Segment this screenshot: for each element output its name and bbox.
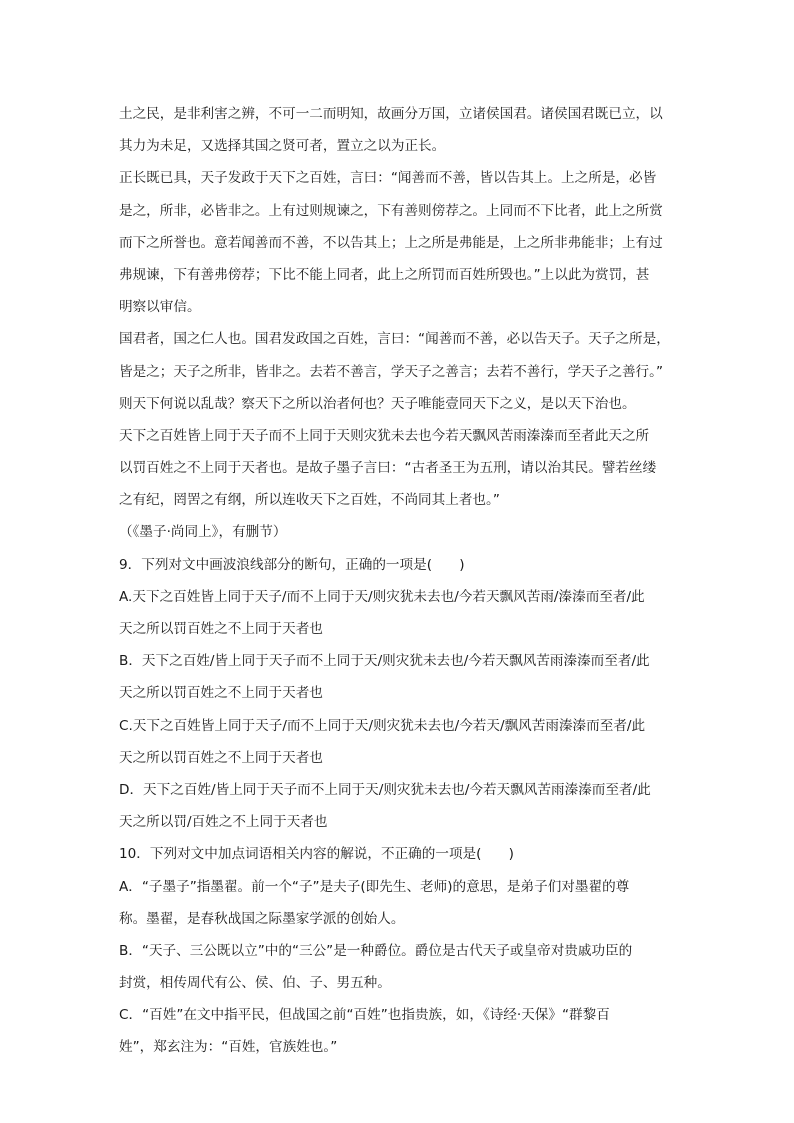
text-line: 而下之所誉也。意若闻善而不善，不以告其上；上之所是弗能是，上之所非弗能非；上有过 bbox=[119, 234, 663, 251]
question-10-option-b: B．“天子、三公既以立”中的“三公”是一种爵位。爵位是古代天子或皇帝对贵戚功臣的 bbox=[119, 942, 633, 959]
question-10-option-a-cont: 称。墨翟，是春秋战国之际墨家学派的创始人。 bbox=[119, 910, 405, 927]
text-line: 是之，所非，必皆非之。上有过则规谏之，下有善则傍荐之。上同而不下比者，此上之所赏 bbox=[119, 202, 663, 219]
question-10-option-c: C．“百姓”在文中指平民，但战国之前“百姓”也指贵族，如，《诗经·天保》“群黎百 bbox=[119, 1007, 610, 1024]
document-body bbox=[119, 98, 679, 1064]
text-line: 天下之百姓皆上同于天子而不上同于天则灾犹未去也今若天飘风苦雨溱溱而至者此天之所 bbox=[119, 427, 650, 444]
text-line: 以罚百姓之不上同于天者也。是故子墨子言曰：“古者圣王为五刑，请以治其民。譬若丝缕 bbox=[119, 460, 657, 477]
question-9-option-b-cont: 天之所以罚百姓之不上同于天者也 bbox=[119, 685, 323, 702]
question-9-option-b: B．天下之百姓/皆上同于天子而不上同于天/则灾犹未去也/今若天飘风苦雨溱溱而至者/此 bbox=[119, 653, 650, 670]
question-9-option-d-cont: 天之所以罚/百姓之不上同于天者也 bbox=[119, 814, 328, 831]
text-line: 之有纪，罔罟之有纲，所以连收天下之百姓，不尚同其上者也。” bbox=[119, 492, 500, 509]
question-9-option-a-cont: 天之所以罚百姓之不上同于天者也 bbox=[119, 621, 323, 637]
question-10-option-a: A．“子墨子”指墨翟。前一个“子”是夫子(即先生、老师)的意思，是弟子们对墨翟的尊 bbox=[119, 878, 630, 895]
question-9-option-c-cont: 天之所以罚百姓之不上同于天者也 bbox=[119, 749, 323, 766]
question-9-option-a: A.天下之百姓皆上同于天子/而不上同于天/则灾犹未去也/今若天飘风苦雨/溱溱而至者/此 bbox=[119, 588, 645, 605]
text-line: 国君者，国之仁人也。国君发政国之百姓，言曰：“闻善而不善，必以告天子。天子之所是， bbox=[119, 331, 670, 348]
text-line: 正长既已具，天子发政于天下之百姓，言曰：“闻善而不善，皆以告其上。上之所是，必皆 bbox=[119, 170, 657, 187]
question-10-option-c-cont: 姓”，郑玄注为：“百姓，官族姓也。” bbox=[119, 1039, 338, 1056]
question-10-option-b-cont: 封赏，相传周代有公、侯、伯、子、男五种。 bbox=[119, 975, 391, 992]
text-line: 弗规谏，下有善弗傍荐；下比不能上同者，此上之所罚而百姓所毁也。”上以此为赏罚，甚 bbox=[119, 266, 650, 283]
text-line: 土之民，是非利害之辨，不可一二而明知，故画分万国，立诸侯国君。诸侯国君既已立，以 bbox=[119, 106, 663, 122]
question-9-stem: 9．下列对文中画波浪线部分的断句，正确的一项是( ) bbox=[119, 556, 465, 573]
text-line: 其力为未足，又选择其国之贤可者，置立之以为正长。 bbox=[119, 138, 446, 155]
question-9-option-c: C.天下之百姓皆上同于天子/而不上同于天/则灾犹未去也/今若天/飘风苦雨溱溱而至者/此 bbox=[119, 717, 646, 734]
source-citation: （《墨子·尚同上》，有删节） bbox=[119, 524, 287, 541]
text-line: 皆是之；天子之所非，皆非之。去若不善言，学天子之善言；去若不善行，学天子之善行。” bbox=[119, 363, 663, 380]
question-10-stem: 10．下列对文中加点词语相关内容的解说，不正确的一项是( ) bbox=[119, 846, 514, 863]
question-9-option-d: D．天下之百姓/皆上同于天子而不上同于天/则灾犹未去也/今若天飘风苦雨溱溱而至者/此 bbox=[119, 781, 651, 798]
text-line: 明察以审信。 bbox=[119, 299, 201, 316]
text-line: 则天下何说以乱哉？察天下之所以治者何也？天子唯能壹同天下之义，是以天下治也。 bbox=[119, 395, 636, 412]
